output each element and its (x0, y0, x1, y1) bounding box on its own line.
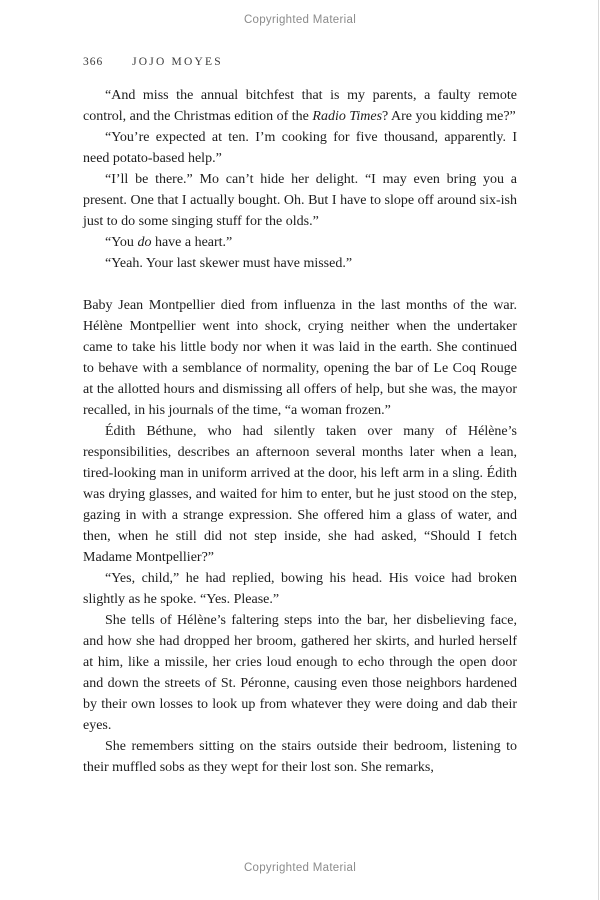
paragraph (83, 736, 517, 778)
text-run: have a heart.” (151, 235, 233, 250)
paragraph (83, 568, 517, 610)
paragraph (83, 85, 517, 127)
paragraph (83, 421, 517, 568)
text-run: Édith Béthune, who had silently taken over many of Hélène’s responsibilities, describes an afternoon several months later when a lean, tired-looking man in uniform arrived at the door, his left arm in a sling. Édith was drying glasses, and waited for him to enter, but he just stood on the step, gazing in with a strange expression. She offered him a glass of water, and then, when he still did not step inside, she had asked, “Should I fetch Madame Montpellier?” (83, 424, 517, 565)
text-run: “I’ll be there.” Mo can’t hide her delight. “I may even bring you a present. One that I actually bought. Oh. But I have to slope off around six-ish just to do some singing stuff for the olds.” (83, 172, 517, 229)
page-scan-edge (598, 0, 599, 900)
paragraph (83, 169, 517, 232)
paragraph (83, 232, 517, 253)
running-title: JOJO MOYES (132, 56, 223, 68)
text-run: She tells of Hélène’s faltering steps into the bar, her disbelieving face, and how she had dropped her broom, gathered her skirts, and hurled herself at him, like a missile, her cries loud enough to echo through the open door and down the streets of St. Péronne, causing even those neighbors hardened by their own losses to look up from whatever they were doing and dab their eyes. (83, 613, 517, 733)
text-run: She remembers sitting on the stairs outside their bedroom, listening to their muffled sobs as they wept for their lost son. She remarks, (83, 739, 517, 775)
text-run: “And miss the annual bitchfest that is my parents, a faulty remote control, and the Christmas edition of the (83, 88, 517, 124)
paragraph (83, 610, 517, 736)
copyright-notice-top: Copyrighted Material (243, 14, 357, 26)
text-run: “Yeah. Your last skewer must have missed.” (105, 256, 353, 271)
italic-text-run: do (137, 235, 152, 250)
text-run: “You’re expected at ten. I’m cooking for five thousand, apparently. I need potato-based help.” (83, 130, 517, 166)
page-header (83, 56, 517, 68)
text-run: ? Are you kidding me?” (382, 109, 516, 124)
page-body (83, 85, 517, 778)
copyright-notice-bottom: Copyrighted Material (243, 862, 357, 874)
italic-text-run: Radio Times (312, 109, 383, 124)
page-number: 366 (83, 56, 104, 68)
paragraph (83, 253, 517, 274)
text-run: Baby Jean Montpellier died from influenza in the last months of the war. Hélène Montpellier went into shock, crying neither when the undertaker came to take his little body nor when it was laid in the earth. She continued to behave with a semblance of normality, opening the bar of Le Coq Rouge at the allotted hours and dismissing all offers of help, but she was, the mayor recalled, in his journals of the time, “a woman frozen.” (83, 298, 517, 418)
paragraph (83, 127, 517, 169)
paragraph (83, 295, 517, 421)
text-run: “You (105, 235, 138, 250)
text-run: “Yes, child,” he had replied, bowing his head. His voice had broken slightly as he spoke. “Yes. Please.” (83, 571, 517, 607)
